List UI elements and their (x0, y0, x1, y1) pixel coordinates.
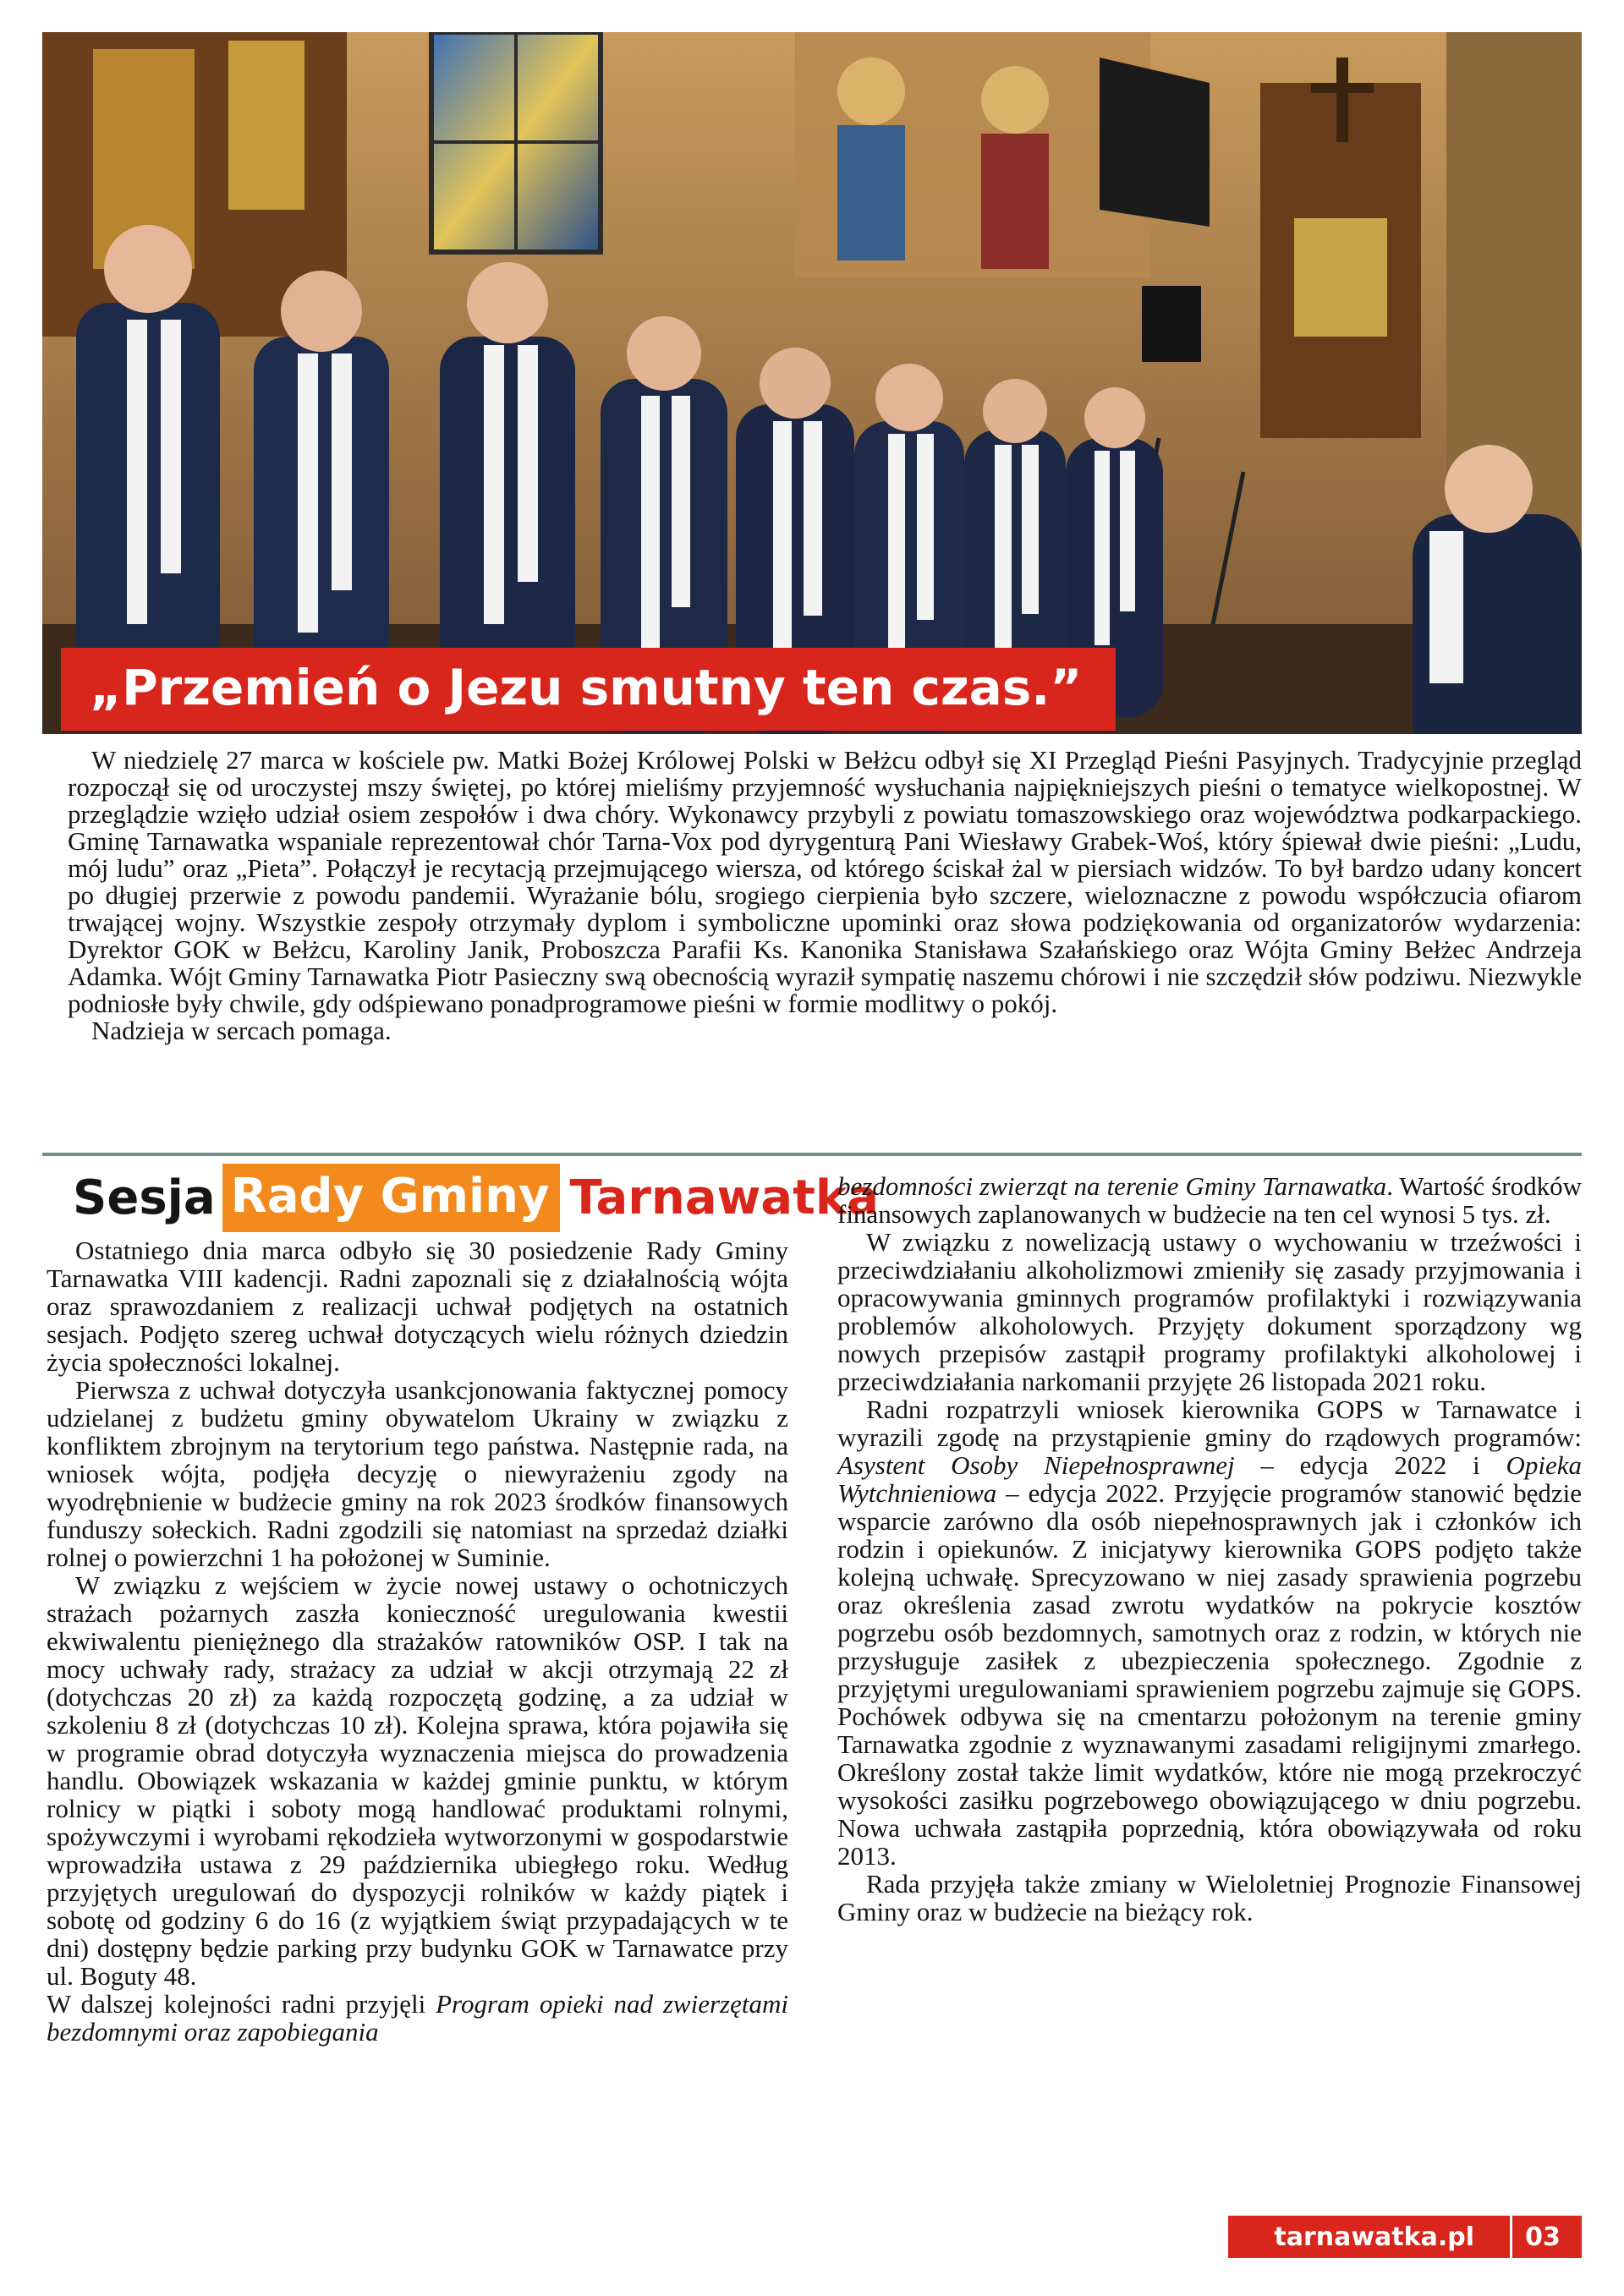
article-text: – edycja 2022 i (1234, 1450, 1506, 1480)
article-paragraph: Rada przyjęła także zmiany w Wieloletniej Prognozie Finansowej Gminy oraz w budżecie na bieżący rok. (837, 1869, 1582, 1926)
headline-part-sesja: Sesja (73, 1170, 216, 1225)
lead-paragraph: W niedzielę 27 marca w kościele pw. Matki Bożej Królowej Polski w Bełżcu odbył się XI Przegląd Pieśni Pasyjnych. Tradycyjnie przegląd rozpoczął się od uroczystej mszy świętej, po której mieliśmy przyjemność wysłuchania najpiękniejszych pieśni o tematyce wielkopostnej. W przeglądzie wzięło udział osiem zespołów i dwa chóry. Wykonawcy przybyli z powiatu tomaszowskiego oraz województwa podkarpackiego. Gminę Tarnawatka wspaniale reprezentował chór Tarna-Vox pod dyrygenturą Pani Wiesławy Grabek-Woś, który śpiewał dwie pieśni: „Ludu, mój ludu” oraz „Pieta”. Połączył je recytacją przejmującego wiersza, od którego ściskał żal w piersiach widzów. To był bardzo udany koncert po długiej przerwie z powodu pandemii. Wyrażanie bólu, srogiego cierpienia było szczere, wieloznaczne z powodu współczucia ofiarom trwającej wojny. Wszystkie zespoły otrzymały dyplom i symboliczne upominki oraz słowa podziękowania od organizatorów wydarzenia: Dyrektor GOK w Bełżcu, Karoliny Janik, Proboszcza Parafii Ks. Kanonika Stanisława Szałańskiego oraz Wójta Gminy Bełżec Andrzeja Adamka. Wójt Gminy Tarnawatka Piotr Pasieczny swą obecnością wyraził sympatię naszemu chórowi i nie szczędził słów podziwu. Niezwykle podniosłe były chwile, gdy odśpiewano ponadprogramowe pieśni w formie modlitwy o pokój. (68, 745, 1582, 1018)
article-paragraph: Pierwsza z uchwał dotyczyła usankcjonowania faktycznej pomocy udzielanej z budżetu gminy obywatelom Ukrainy w związku z konfliktem zbrojnym na terytorium tego państwa. Następnie rada, na wniosek wójta, podjęła decyzję o niewyrażeniu zgody na wyodrębnienie w budżecie gminy na rok 2023 środków finansowych funduszy sołeckich. Radni zgodzili się natomiast na sprzedaż działki rolnej o powierzchni 1 ha położonej w Suminie. (47, 1375, 788, 1572)
article-italic-text: Asystent Osoby Niepełnosprawnej (837, 1450, 1235, 1480)
section-divider (42, 1153, 1582, 1156)
article-paragraph (837, 1172, 1582, 1228)
article-italic-text: Program opieki nad zwierzętami bezdomnymi oraz zapobiegania (47, 1989, 788, 2047)
article-column-right (837, 1172, 1582, 1926)
photo-caption: „Przemień o Jezu smutny ten czas.” (61, 648, 1116, 731)
article-headline (73, 1165, 879, 1230)
lead-article (68, 747, 1582, 1044)
headline-part-rady-gminy: Rady Gminy (222, 1164, 560, 1232)
choir-photo (42, 32, 1582, 734)
article-paragraph (837, 1395, 1582, 1870)
article-italic-text: bezdomności zwierząt na terenie Gminy Tarnawatka (837, 1171, 1387, 1201)
article-paragraph: W związku z wejściem w życie nowej ustawy o ochotniczych strażach pożarnych zaszła konieczność uregulowania kwestii ekwiwalentu pieniężnego dla strażaków ratowników OSP. I tak na mocy uchwały rady, strażacy za udział w akcji otrzymają 22 zł (dotychczas 20 zł) za każdą rozpoczętą godzinę, a za udział w szkoleniu 8 zł (dotychczas 10 zł). Kolejna sprawa, która pojawiła się w programie obrad dotyczyła wyznaczenia miejsca do prowadzenia handlu. Obowiązek wskazania w każdej gminie punktu, w którym rolnicy w piątki i soboty mogą handlować produktami rolnymi, spożywczymi i wyrobami rękodzieła wytworzonymi w gospodarstwie wprowadziła ustawa z 29 października ubiegłego roku. Według przyjętych uregulowań do dyspozycji rolników w każdy piątek i sobotę od godziny 6 do 16 (z wyjątkiem świąt przypadających w te dni) dostępny będzie parking przy budynku GOK w Tarnawatce przy ul. Boguty 48. (47, 1570, 788, 1991)
article-paragraph (47, 1990, 788, 2046)
headline-part-tarnawatka: Tarnawatka (569, 1170, 879, 1225)
article-text: . Wartość środków finansowych zaplanowanych w budżecie na ten cel wynosi 5 tys. zł. (837, 1171, 1582, 1229)
article-text: – edycja 2022. Przyjęcie programów stanowić będzie wsparcie zarówno dla osób niepełnosprawnych jak i członków ich rodzin i opiekunów. Z inicjatywy kierownika GOPS podjęto także kolejną uchwałę. Sprecyzowano w niej zasady sprawienia pogrzebu oraz określenia zasad zwrotu wydatków na pokrycie kosztów pogrzebu osób bezdomnych, samotnych oraz z rodzin, w których nie przysługuje zasiłek z ubezpieczenia społecznego. Zgodnie z przyjętymi uregulowaniami sprawieniem pogrzebu zajmuje się GOPS. Pochówek odbywa się na cmentarzu położonym na terenie gminy Tarnawatka zgodnie z wyznawanymi zasadami religijnymi zmarłego. Określony został także limit wydatków, które nie mogą przekroczyć wysokości zasiłku pogrzebowego obowiązującego w dniu pogrzebu. Nowa uchwała zastąpiła poprzednią, która obowiązywała od roku 2013. (837, 1478, 1582, 1871)
article-text: W dalszej kolejności radni przyjęli (47, 1989, 436, 2019)
page-number: 03 (1510, 2216, 1573, 2258)
lead-paragraph: Nadzieja w sercach pomaga. (91, 1016, 392, 1045)
choir-photo-illustration (42, 32, 1582, 734)
page-footer (1228, 2216, 1582, 2258)
article-paragraph: Ostatniego dnia marca odbyło się 30 posiedzenie Rady Gminy Tarnawatka VIII kadencji. Radni zapoznali się z działalnością wójta oraz sprawozdaniem z realizacji uchwał podjętych na ostatnich sesjach. Podjęto szereg uchwał dotyczących wielu różnych dziedzin życia społeczności lokalnej. (47, 1236, 788, 1377)
footer-site-link[interactable]: tarnawatka.pl (1274, 2222, 1474, 2252)
article-column-left (47, 1236, 788, 2046)
article-italic-text: Opieka Wytchnieniowa (837, 1450, 1582, 1508)
article-paragraph: W związku z nowelizacją ustawy o wychowaniu w trzeźwości i przeciwdziałaniu alkoholizmowi zmieniły się zasady przyjmowania i opracowywania gminnych programów profilaktyki i rozwiązywania problemów alkoholowych. Przyjęty dokument sporządzony wg nowych przepisów zastąpił programy profilaktyki alkoholowej i przeciwdziałania narkomanii przyjęte 26 listopada 2021 roku. (837, 1227, 1582, 1396)
article-text: Radni rozpatrzyli wniosek kierownika GOPS w Tarnawatce i wyrazili zgodę na przystąpienie gminy do rządowych programów: (837, 1395, 1582, 1452)
